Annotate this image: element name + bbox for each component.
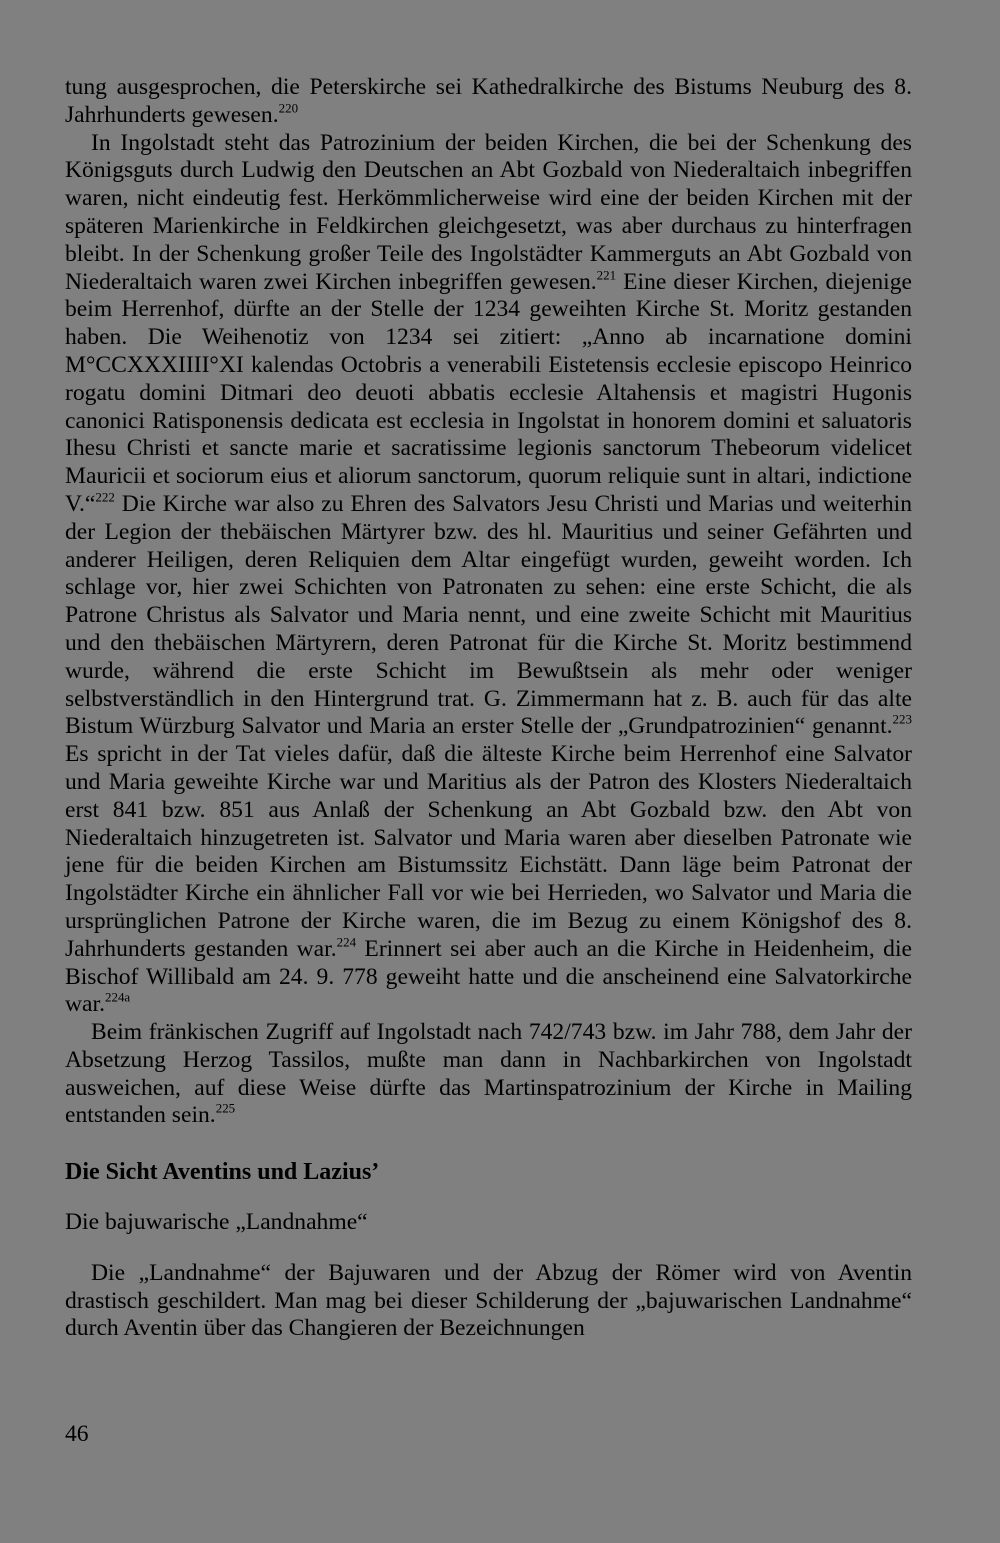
section-heading: Die Sicht Aventins und Lazius’ (65, 1159, 380, 1186)
text-run: In Ingolstadt steht das Patrozinium der beiden Kirchen, die bei der Schenkung des Königsguts durch Ludwig den Deutschen an Abt Gozbald von Niederaltaich inbegriffen waren, nicht eindeutig fest. Herkömmlicherweise wird eine der beiden Kirchen mit der späteren Marienkirche in Feldkirchen gleichgesetzt, was aber durchaus zu hinterfragen bleibt. In der Schenkung großer Teile des Ingolstädter Kammerguts an Abt Gozbald von Niederaltaich waren zwei Kirchen inbegriffen gewesen. (65, 129, 912, 295)
text-run: tung ausgesprochen, die Peterskirche sei Kathedralkirche des Bistums Neuburg des 8. Jahrhunderts gewesen. (65, 74, 912, 128)
footnote-marker: 225 (215, 1100, 236, 1116)
paragraph-final: Die „Landnahme“ der Bajuwaren und der Abzug der Römer wird von Aventin drastisch geschildert. Man mag bei dieser Schilderung der „bajuwarischen Landnahme“ durch Aventin über das Changieren der Bezeichnungen (65, 1259, 912, 1342)
footnote-marker: 221 (596, 266, 617, 282)
footnote-marker: 223 (892, 711, 912, 727)
footnote-marker: 222 (95, 489, 115, 505)
subsection-heading: Die bajuwarische „Landnahme“ (65, 1209, 368, 1236)
text-run: Beim fränkischen Zugriff auf Ingolstadt nach 742/743 bzw. im Jahr 788, dem Jahr der Absetzung Herzog Tassilos, mußte man dann in Nachbarkirchen von Ingolstadt ausweichen, auf diese Weise dürfte das Martinspatrozinium der Kirche in Mailing entstanden sein. (65, 1019, 912, 1129)
page-body (65, 74, 912, 1343)
text-run: Die Kirche war also zu Ehren des Salvators Jesu Christi und Marias und weiterhin der Legion der thebäischen Märtyrer bzw. des hl. Mauritius und seiner Gefährten und anderer Heiligen, deren Reliquien dem Altar eingefügt wurden, geweiht worden. Ich schlage vor, hier zwei Schichten von Patronaten zu sehen: eine erste Schicht, die als Patrone Christus als Salvator und Maria nennt, und eine zweite Schicht mit Mauritius und den thebäischen Märtyrern, deren Patronat für die Kirche St. Moritz bestimmend wurde, während die erste Schicht im Bewußtsein als mehr oder weniger selbstverständlich in den Hintergrund trat. G. Zimmermann hat z. B. auch für das alte Bistum Würzburg Salvator und Maria an erster Stelle der „Grundpatrozinien“ genannt. (65, 490, 912, 740)
paragraph-3 (65, 1019, 912, 1130)
footnote-marker: 224a (104, 989, 131, 1005)
text-run: Eine dieser Kirchen, diejenige beim Herrenhof, dürfte an der Stelle der 1234 geweihten Kirche St. Moritz gestanden haben. Die Weihenotiz von 1234 sei zitiert: „Anno ab incarnatione domini M°CCXXXIIII°XI kalendas Octobris a venerabili Eistetensis ecclesie episcopo Heinrico rogatu domini Ditmari deo deuoti abbatis ecclesie Altahensis et magistri Hugonis canonici Ratisponensis dedicata est ecclesia in Ingolstat in honorem domini et saluatoris Ihesu Christi et sancte marie et sacratissime legionis sanctorum Thebeorum videlicet Mauricii et sociorum eius et aliorum sanctorum, quorum reliquie sunt in altari, indictione V.“ (65, 268, 912, 517)
text-run: Es spricht in der Tat vieles dafür, daß die älteste Kirche beim Herrenhof eine Salvator und Maria geweihte Kirche war und Maritius als der Patron des Klosters Niederaltaich erst 841 bzw. 851 aus Anlaß der Schenkung an Abt Gozbald bzw. den Abt von Niederaltaich hinzugetreten ist. Salvator und Maria waren aber dieselben Patronate wie jene für die beiden Kirchen am Bistumssitz Eichstätt. Dann läge beim Patronat der Ingolstädter Kirche ein ähnlicher Fall vor wie bei Herrieden, wo Salvator und Maria die ursprünglichen Patrone der Kirche waren, die im Bezug zu einem Königshof des 8. Jahrhunderts gestanden war. (65, 741, 912, 962)
paragraph-1 (65, 74, 912, 130)
paragraph-2 (65, 130, 912, 1020)
footnote-marker: 220 (278, 100, 299, 116)
text-run: Erinnert sei aber auch an die Kirche in Heidenheim, die Bischof Willibald am 24. 9. 778 geweiht hatte und die anscheinend eine Salvatorkirche war. (65, 935, 912, 1018)
page-number: 46 (65, 1421, 89, 1447)
footnote-marker: 224 (336, 933, 357, 949)
